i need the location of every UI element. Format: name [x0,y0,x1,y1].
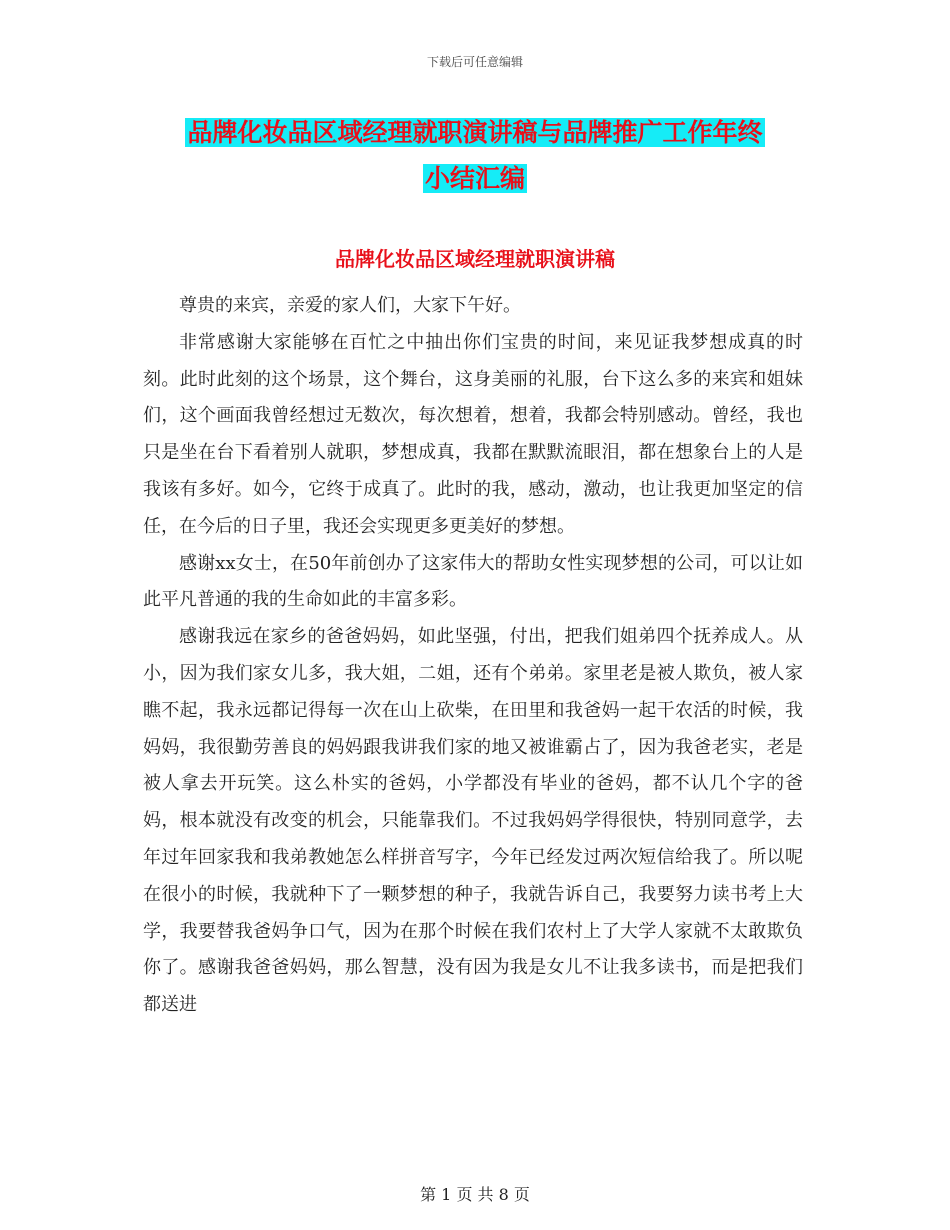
document-title-line-2: 小结汇编 [424,164,525,193]
paragraph: 非常感谢大家能够在百忙之中抽出你们宝贵的时间，来见证我梦想成真的时刻。此时此刻的这个场景，这个舞台，这身美丽的礼服，台下这么多的来宾和姐妹们，这个画面我曾经想过无数次，每次想着，想着，我都会特别感动。曾经，我也只是坐在台下看着别人就职，梦想成真，我都在默默流眼泪，都在想象台上的人是我该有多好。如今，它终于成真了。此时的我，感动，激动，也让我更加坚定的信任，在今后的日子里，我还会实现更多更美好的梦想。 [143,331,803,537]
paragraph: 尊贵的来宾，亲爱的家人们，大家下午好。 [179,295,521,316]
document-title-line-1: 品牌化妆品区域经理就职演讲稿与品牌推广工作年终 [187,118,763,147]
section-heading: 品牌化妆品区域经理就职演讲稿 [335,247,615,271]
page-number-footer: 第 1 页 共 8 页 [420,1185,530,1204]
page-header-note: 下载后可任意编辑 [426,55,523,69]
paragraph: 感谢我远在家乡的爸爸妈妈，如此坚强，付出，把我们姐弟四个抚养成人。从小，因为我们家女儿多，我大姐，二姐，还有个弟弟。家里老是被人欺负，被人家瞧不起，我永远都记得每一次在山上砍柴，在田里和我爸妈一起干农活的时候，我妈妈，我很勤劳善良的妈妈跟我讲我们家的地又被谁霸占了，因为我爸老实，老是被人拿去开玩笑。这么朴实的爸妈，小学都没有毕业的爸妈，都不认几个字的爸妈，根本就没有改变的机会，只能靠我们。不过我妈妈学得很快，特别同意学，去年过年回家我和我弟教她怎么样拼音写字，今年已经发过两次短信给我了。所以呢在很小的时候，我就种下了一颗梦想的种子，我就告诉自己，我要努力读书考上大学，我要替我爸妈争口气，因为在那个时候在我们农村上了大学人家就不太敢欺负你了。感谢我爸爸妈妈，那么智慧，没有因为我是女儿不让我多读书，而是把我们都送进 [143,626,803,1016]
paragraph: 感谢xx女士，在50年前创办了这家伟大的帮助女性实现梦想的公司，可以让如此平凡普通的我的生命如此的丰富多彩。 [143,552,803,611]
document-title [0,110,950,202]
document-body [143,288,803,1024]
